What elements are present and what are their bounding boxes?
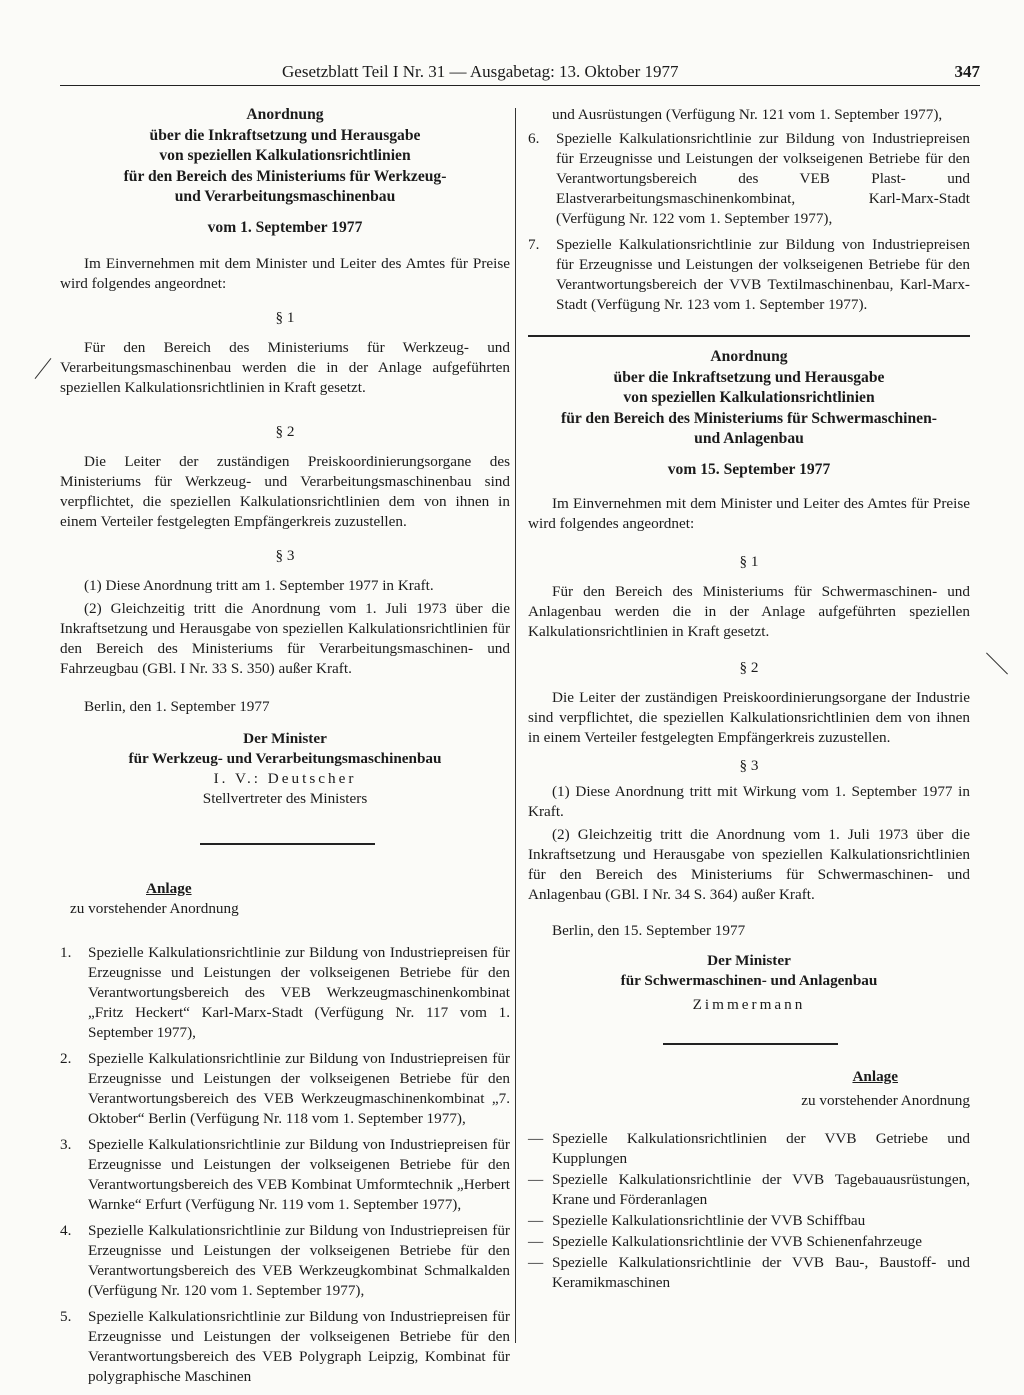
item-number: 4.: [60, 1222, 72, 1239]
right-sig-title1: Der Minister: [707, 952, 791, 969]
page-number: 347: [954, 62, 980, 81]
list-item: — Spezielle Kalkulationsrichtlinie der VVB Tagebauausrüstungen, Krane und Förderanlagen: [528, 1171, 970, 1208]
item-text: Spezielle Kalkulationsrichtlinie der VVB Schienenfahrzeuge: [552, 1233, 923, 1250]
left-sig-title2: für Werkzeug- und Verarbeitungsmaschinenbau: [128, 750, 442, 767]
list-item: — Spezielle Kalkulationsrichtlinien der VVB Getriebe und Kupplungen: [528, 1130, 970, 1167]
item-text: Spezielle Kalkulationsrichtlinie zur Bildung von Industriepreisen für Erzeugnisse und Leistungen der volkseigenen Betriebe für den Verantwortungsbereich des VEB Polygraph Leipzig, Kombinat für polygraphische Maschinen: [88, 1308, 510, 1385]
item-number: 3.: [60, 1136, 72, 1153]
list-item: [528, 235, 970, 315]
right-heading: [528, 347, 970, 450]
right-heading-line: von speziellen Kalkulationsrichtlinien: [623, 389, 875, 406]
item-text: Spezielle Kalkulationsrichtlinie zur Bildung von Industriepreisen für Erzeugnisse und Leistungen der volkseigenen Betriebe für den Verantwortungsbereich des VEB Werkzeugmaschinenkombinat „7. Oktober“ Berlin (Verfügung Nr. 118 vom 1. September 1977),: [88, 1050, 510, 1127]
left-s2-text: Die Leiter der zuständigen Preiskoordinierungsorgane des Ministeriums für Werkzeug- und Verarbeitungsmaschinenbau sind verpflichtet, die speziellen Kalkulationsrichtlinien dem von ihnen in einem Verteiler festgelegten Empfängerkreis zuzustellen.: [60, 453, 510, 530]
list-item: [60, 1135, 510, 1215]
right-sig-name: Zimmermann: [692, 996, 806, 1013]
right-dash-list: [528, 1129, 970, 1293]
left-heading-line: und Verarbeitungsmaschinenbau: [174, 188, 396, 205]
right-anlage-title: Anlage: [852, 1068, 898, 1085]
right-s1-label: § 1: [739, 553, 759, 570]
margin-mark-left: [35, 358, 52, 379]
left-s2-label: § 2: [275, 423, 295, 440]
item-number: 7.: [528, 236, 540, 253]
right-section-rule: [528, 335, 970, 337]
right-item5-continuation: und Ausrüstungen (Verfügung Nr. 121 vom 1. September 1977),: [552, 106, 943, 123]
header-title: Gesetzblatt Teil I Nr. 31 — Ausgabetag: 13. Oktober 1977: [282, 62, 679, 81]
item-text: Spezielle Kalkulationsrichtlinie zur Bildung von Industriepreisen für Erzeugnisse und Leistungen der volkseigenen Betriebe für den Verantwortungsbereich der VVB Textilmaschinenbau, Karl-Marx-Stadt (Verfügung Nr. 123 vom 1. September 1977).: [556, 236, 970, 313]
left-anlage-sub: zu vorstehender Anordnung: [70, 900, 239, 917]
right-s1-text: Für den Bereich des Ministeriums für Schwermaschinen- und Anlagenbau werden die in der Anlage aufgeführten speziellen Kalkulationsrichtlinien in Kraft gesetzt.: [528, 583, 970, 640]
list-item: [528, 129, 970, 229]
right-date: vom 15. September 1977: [667, 460, 831, 478]
list-item: [60, 1049, 510, 1129]
right-heading-line: Anordnung: [710, 348, 788, 365]
left-heading: [60, 105, 510, 208]
left-heading-line: von speziellen Kalkulationsrichtlinien: [159, 147, 411, 164]
left-date: vom 1. September 1977: [207, 218, 363, 236]
left-sig-name: I. V.: Deutscher: [213, 770, 357, 787]
left-anlage-list: [60, 943, 510, 1387]
left-s1-text: Für den Bereich des Ministeriums für Werkzeug- und Verarbeitungsmaschinenbau werden die in der Anlage aufgeführten speziellen Kalkulationsrichtlinien in Kraft gesetzt.: [60, 339, 510, 396]
right-column: [528, 105, 970, 1294]
item-text: Spezielle Kalkulationsrichtlinie zur Bildung von Industriepreisen für Erzeugnisse und Leistungen der volkseigenen Betriebe für den Verantwortungsbereich des VEB Kombinat Umformtechnik „Herbert Warnke“ Erfurt (Verfügung Nr. 119 vom 1. September 1977),: [88, 1136, 510, 1213]
right-intro: Im Einvernehmen mit dem Minister und Leiter des Amtes für Preise wird folgendes angeordnet:: [528, 495, 970, 532]
right-s3-label: § 3: [739, 757, 759, 774]
item-text: Spezielle Kalkulationsrichtlinien der VVB Getriebe und Kupplungen: [552, 1130, 970, 1167]
list-item: [60, 943, 510, 1043]
right-heading-line: für den Bereich des Ministeriums für Schwermaschinen-: [561, 409, 937, 427]
item-number: 2.: [60, 1050, 72, 1067]
left-s3-p2: (2) Gleichzeitig tritt die Anordnung vom 1. Juli 1973 über die Inkraftsetzung und Herausgabe von speziellen Kalkulationsrichtlinien für den Bereich des Ministeriums für Verarbeitungsmaschinen- und Fahrzeugbau (GBl. I Nr. 33 S. 350) außer Kraft.: [60, 600, 510, 677]
left-place-date: Berlin, den 1. September 1977: [84, 698, 270, 715]
right-s3-p2: (2) Gleichzeitig tritt die Anordnung vom 1. Juli 1973 über die Inkraftsetzung und Herausgabe von speziellen Kalkulationsrichtlinien für den Bereich des Ministeriums für Schwermaschinen- und Anlagenbau (GBl. I Nr. 34 S. 364) außer Kraft.: [528, 826, 970, 903]
right-sig-title2: für Schwermaschinen- und Anlagenbau: [620, 972, 878, 989]
page-header: [60, 58, 980, 88]
item-text: Spezielle Kalkulationsrichtlinie zur Bildung von Industriepreisen für Erzeugnisse und Leistungen der volkseigenen Betriebe für den Verantwortungsbereich des VEB Werkzeugmaschinenkombinat „Fritz Heckert“ Karl-Marx-Stadt (Verfügung Nr. 117 vom 1. September 1977),: [88, 944, 510, 1041]
item-number: 1.: [60, 944, 72, 961]
left-column: [60, 105, 510, 1393]
left-heading-line: über die Inkraftsetzung und Herausgabe: [149, 126, 421, 144]
left-section-rule: [200, 843, 375, 845]
list-item: — Spezielle Kalkulationsrichtlinie der VVB Schiffbau: [528, 1212, 866, 1229]
right-heading-line: und Anlagenbau: [694, 430, 804, 447]
left-sig-role: Stellvertreter des Ministers: [202, 790, 368, 807]
left-anlage-title: Anlage: [146, 880, 192, 897]
item-text: Spezielle Kalkulationsrichtlinie zur Bildung von Industriepreisen für Erzeugnisse und Leistungen der volkseigenen Betriebe für den Verantwortungsbereich des VEB Werkzeugkombinat Schmalkalden (Verfügung Nr. 120 vom 1. September 1977),: [88, 1222, 510, 1299]
item-text: Spezielle Kalkulationsrichtlinie der VVB Tagebauausrüstungen, Krane und Förderanlagen: [552, 1171, 970, 1208]
right-heading-line: über die Inkraftsetzung und Herausgabe: [613, 368, 885, 386]
right-place-date: Berlin, den 15. September 1977: [552, 922, 746, 939]
left-sig-title1: Der Minister: [243, 730, 327, 747]
list-item: — Spezielle Kalkulationsrichtlinie der VVB Bau-, Baustoff- und Keramikmaschinen: [528, 1254, 970, 1291]
item-text: Spezielle Kalkulationsrichtlinie der VVB Schiffbau: [552, 1212, 866, 1229]
list-item: [60, 1307, 510, 1387]
right-s3-p1: (1) Diese Anordnung tritt mit Wirkung vom 1. September 1977 in Kraft.: [528, 783, 970, 820]
left-heading-line: für den Bereich des Ministeriums für Werkzeug-: [123, 167, 447, 185]
header-rule: [60, 85, 980, 86]
right-anlage-sub: zu vorstehender Anordnung: [801, 1092, 970, 1109]
right-anlage-list: [528, 129, 970, 315]
list-item: [60, 1221, 510, 1301]
right-s2-text: Die Leiter der zuständigen Preiskoordinierungsorgane der Industrie sind verpflichtet, die speziellen Kalkulationsrichtlinien dem von ihnen in einem Verteiler festgelegten Empfängerkreis zuzustellen.: [528, 689, 970, 746]
right-end-rule: [663, 1043, 838, 1045]
left-intro: Im Einvernehmen mit dem Minister und Leiter des Amtes für Preise wird folgendes angeordnet:: [60, 255, 510, 292]
item-number: 6.: [528, 130, 540, 147]
left-heading-line: Anordnung: [246, 106, 324, 123]
list-item: — Spezielle Kalkulationsrichtlinie der VVB Schienenfahrzeuge: [528, 1233, 923, 1250]
right-s2-label: § 2: [739, 659, 759, 676]
left-s3-label: § 3: [275, 547, 295, 564]
left-s1-label: § 1: [275, 309, 295, 326]
left-s3-p1: (1) Diese Anordnung tritt am 1. September 1977 in Kraft.: [84, 577, 434, 594]
item-text: Spezielle Kalkulationsrichtlinie zur Bildung von Industriepreisen für Erzeugnisse und Leistungen der volkseigenen Betriebe für den Verantwortungsbereich des VEB Plast- und Elastverarbeitungsmaschinenkombinat, Karl-Marx-Stadt (Verfügung Nr. 122 vom 1. September 1977),: [556, 130, 970, 227]
column-divider: [515, 108, 516, 1343]
item-number: 5.: [60, 1308, 72, 1325]
margin-mark-right: [986, 653, 1008, 675]
item-text: Spezielle Kalkulationsrichtlinie der VVB Bau-, Baustoff- und Keramikmaschinen: [552, 1254, 970, 1291]
